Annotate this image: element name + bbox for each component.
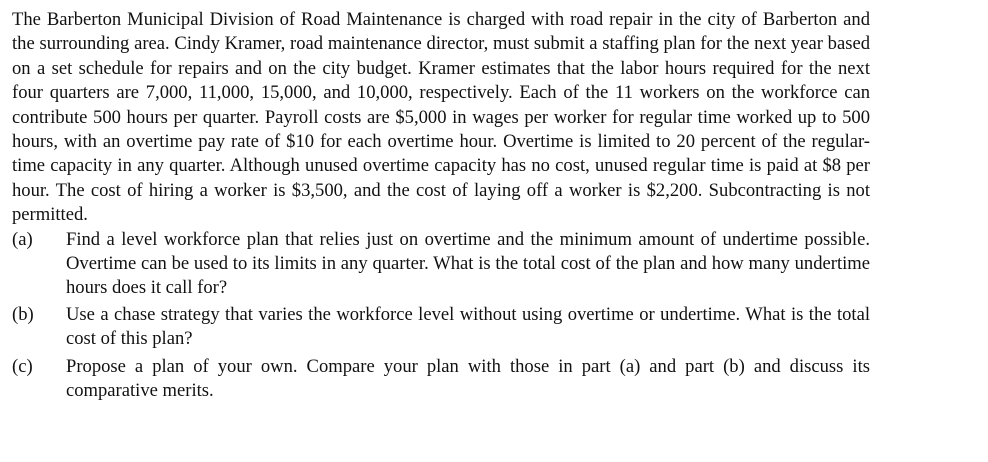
part-b bbox=[12, 303, 870, 352]
part-a-text: Find a level workforce plan that relies just on overtime and the minimum amount of undertime possible. Overtime can be used to its limits in any quarter. What is the total cost of the plan and how many undertime hours does it call for? bbox=[66, 228, 870, 299]
problem-intro: The Barberton Municipal Division of Road Maintenance is charged with road repair in the city of Barberton and the surrounding area. Cindy Kramer, road maintenance director, must submit a staffing plan for the next year based on a set schedule for repairs and on the city budget. Kramer estimates that the labor hours required for the next four quarters are 7,000, 11,000, 15,000, and 10,000, respectively. Each of the 11 workers on the workforce can contribute 500 hours per quarter. Payroll costs are $5,000 in wages per worker for regular time worked up to 500 hours, with an overtime pay rate of $10 for each overtime hour. Overtime is limited to 20 percent of the regular-time capacity in any quarter. Although unused overtime capacity has no cost, unused regular time is paid at $8 per hour. The cost of hiring a worker is $3,500, and the cost of laying off a worker is $2,200. Subcontracting is not permitted. bbox=[12, 9, 870, 226]
part-c-marker: (c) bbox=[12, 355, 33, 377]
problem-document bbox=[12, 8, 870, 404]
part-a bbox=[12, 228, 870, 301]
part-c bbox=[12, 355, 870, 404]
part-b-text: Use a chase strategy that varies the workforce level without using overtime or undertime. What is the total cost of this plan? bbox=[66, 303, 870, 350]
part-a-marker: (a) bbox=[12, 228, 33, 250]
part-b-marker: (b) bbox=[12, 303, 34, 325]
part-c-text: Propose a plan of your own. Compare your plan with those in part (a) and part (b) and discuss its comparative merits. bbox=[66, 355, 870, 402]
